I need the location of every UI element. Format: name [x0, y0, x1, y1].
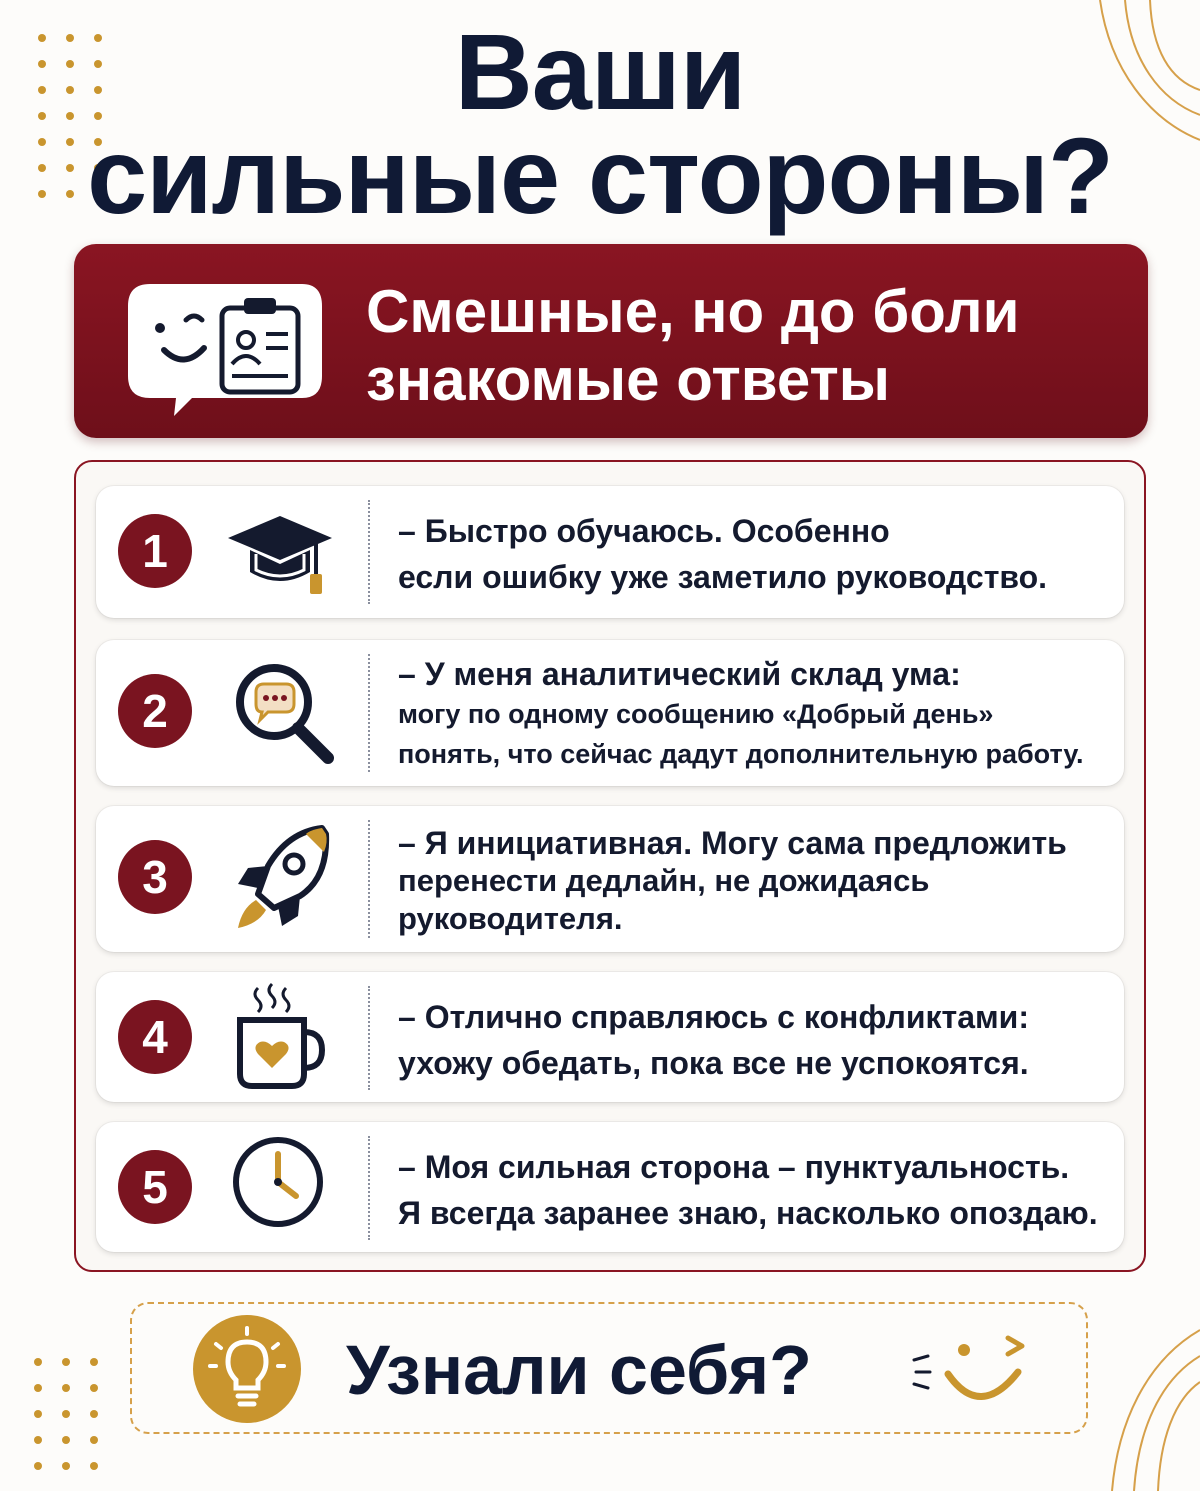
item-separator [368, 500, 370, 604]
speech-bubble-wink-clipboard-icon [122, 266, 332, 424]
list-item [96, 640, 1124, 786]
item-text-line: Я всегда заранее знаю, насколько опоздаю. [398, 1195, 1098, 1231]
list-item [96, 806, 1124, 952]
item-text-line: понять, что сейчас дадут дополнительную работу. [398, 739, 1084, 769]
item-text [398, 994, 1104, 1086]
magnifier-chat-icon [232, 658, 336, 768]
item-number-badge: 2 [118, 674, 192, 748]
graduation-cap-icon [224, 510, 336, 598]
item-text [398, 508, 1104, 600]
footer-callout [130, 1302, 1088, 1434]
item-number-badge: 1 [118, 514, 192, 588]
item-text-line: – Быстро обучаюсь. Особенно [398, 513, 890, 549]
lightbulb-icon [192, 1314, 302, 1424]
subtitle-banner [74, 244, 1148, 438]
banner-line-2: знакомые ответы [366, 346, 891, 413]
item-text-line: перенести дедлайн, не дожидаясь [398, 863, 930, 898]
item-text [398, 654, 1104, 774]
item-separator [368, 986, 370, 1090]
item-number-badge: 4 [118, 1000, 192, 1074]
list-item [96, 1122, 1124, 1252]
item-text-line: – Моя сильная сторона – пунктуальность. [398, 1149, 1070, 1185]
banner-line-1: Смешные, но до боли [366, 278, 1020, 345]
list-item [96, 486, 1124, 618]
decor-arcs-bottom-right [1098, 1320, 1200, 1491]
page-title [0, 11, 1200, 236]
item-separator [368, 820, 370, 938]
title-line-1: Ваши [454, 11, 746, 132]
rocket-icon [228, 822, 334, 934]
title-line-2: сильные стороны? [87, 115, 1113, 236]
item-number-badge: 5 [118, 1150, 192, 1224]
footer-text: Узнали себя? [346, 1331, 812, 1409]
item-text-line: руководителя. [398, 901, 623, 936]
winking-smile-icon [908, 1324, 1042, 1414]
item-text-line: ухожу обедать, пока все не успокоятся. [398, 1045, 1029, 1081]
item-separator [368, 654, 370, 772]
item-number-badge: 3 [118, 840, 192, 914]
decor-dots-bottom-left [34, 1358, 98, 1470]
item-text [398, 1144, 1104, 1236]
item-text-line: могу по одному сообщению «Добрый день» [398, 699, 994, 729]
item-text-line: – Я инициативная. Могу сама предложить [398, 825, 1067, 861]
banner-text [366, 278, 1019, 414]
item-separator [368, 1136, 370, 1240]
coffee-mug-heart-icon [234, 980, 326, 1092]
clock-icon [230, 1134, 326, 1230]
item-text [398, 824, 1104, 938]
item-text-line: – У меня аналитический склад ума: [398, 656, 961, 692]
list-item [96, 972, 1124, 1102]
item-text-line: если ошибку уже заметило руководство. [398, 559, 1048, 595]
item-text-line: – Отлично справляюсь с конфликтами: [398, 999, 1029, 1035]
